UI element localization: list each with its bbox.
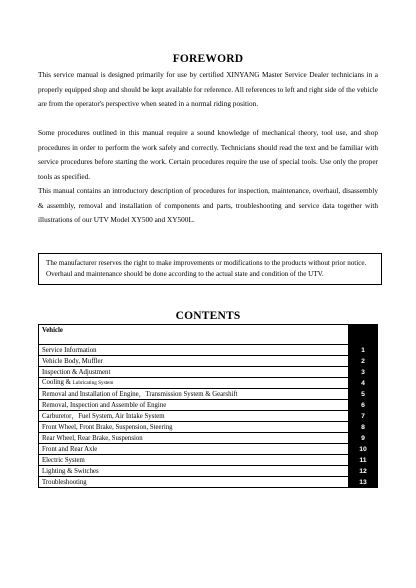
contents-row[interactable] [39,378,378,389]
contents-item-label[interactable] [39,477,349,488]
foreword-paragraph-2: Some procedures outlined in this manual require a sound knowledge of mechanical theory, tool use, and shop procedures in order to perform the work safely and correctly. Technicians should read the text and be familiar with service procedures before starting the work. Certain procedures require the use of special tools. Use only the proper tools as specified. [38,128,378,181]
contents-item-text: Rear Wheel, Rear Brake, Suspension [42,434,143,442]
contents-row[interactable] [39,356,378,367]
contents-item-label[interactable] [39,422,349,433]
contents-row[interactable] [39,477,378,488]
contents-item-label[interactable] [39,455,349,466]
contents-item-text: Carburetor，Fuel System, Air Intake System [42,412,165,420]
contents-item-text: Service Information [42,346,97,354]
contents-item-text: Cooling & [42,379,73,386]
contents-row[interactable] [39,367,378,378]
contents-item-label[interactable] [39,389,349,400]
contents-item-number[interactable]: 7 [349,411,378,422]
foreword-title: FOREWORD [172,53,244,65]
contents-item-text: Lighting & Switches [42,467,99,475]
contents-header-number-cell [349,325,378,345]
contents-item-number[interactable]: 8 [349,422,378,433]
contents-row[interactable] [39,422,378,433]
contents-item-label[interactable] [39,433,349,444]
contents-row[interactable] [39,444,378,455]
foreword-paragraph-3: This manual contains an introductory description of procedures for inspection, maintenance, overhaul, disassembly & assembly, removal and installation of components and parts, troubleshooting and service data together with illustrations of our UTV Model XY500 and XY500L. [38,186,378,225]
contents-item-number[interactable]: 4 [349,378,378,389]
contents-row[interactable] [39,411,378,422]
contents-item-number[interactable]: 6 [349,400,378,411]
contents-row[interactable] [39,400,378,411]
contents-item-label[interactable] [39,345,349,356]
contents-item-text: Vehicle Body, Muffler [42,357,103,365]
contents-item-label[interactable] [39,367,349,378]
contents-row[interactable] [39,389,378,400]
contents-item-number[interactable]: 2 [349,356,378,367]
notice-box: The manufacturer reserves the right to make improvements or modifications to the products without prior notice. Overhaul and maintenance should be done according to the actual state and condition of the UTV. [38,253,382,285]
contents-item-number[interactable]: 1 [349,345,378,356]
contents-item-number[interactable]: 3 [349,367,378,378]
foreword-paragraph-1: This service manual is designed primarily for use by certified XINYANG Master Service Dealer technicians in a properly equipped shop and should be kept available for reference. All references to left and right side of the vehicle are from the operator's perspective when seated in a normal riding position. [38,70,378,109]
contents-item-text-small: Lubricating System [72,380,114,386]
contents-table [38,324,378,488]
contents-item-number[interactable]: 12 [349,466,378,477]
contents-item-text: Removal and Installation of Engine，Transmission System & Gearshift [42,390,238,398]
contents-item-label[interactable] [39,378,349,389]
contents-header-row [39,325,378,345]
contents-row[interactable] [39,433,378,444]
contents-title: CONTENTS [175,310,241,322]
contents-row[interactable] [39,345,378,356]
contents-item-text: Troubleshooting [42,478,87,486]
contents-item-text: Removal, Inspection and Assemble of Engine [42,401,167,409]
contents-item-label[interactable] [39,444,349,455]
contents-item-number[interactable]: 10 [349,444,378,455]
contents-item-number[interactable]: 5 [349,389,378,400]
contents-row[interactable] [39,455,378,466]
contents-item-number[interactable]: 9 [349,433,378,444]
contents-item-text: Front and Rear Axle [42,445,98,453]
contents-item-number[interactable]: 11 [349,455,378,466]
contents-item-label[interactable] [39,466,349,477]
contents-item-label[interactable] [39,400,349,411]
contents-item-label[interactable] [39,356,349,367]
contents-item-text: Electric System [42,456,85,464]
contents-item-text: Inspection & Adjustment [42,368,111,376]
contents-item-number[interactable]: 13 [349,477,378,488]
contents-item-label[interactable] [39,411,349,422]
contents-item-text: Front Wheel, Front Brake, Suspension, Steering [42,423,173,431]
contents-row[interactable] [39,466,378,477]
contents-header-label: Vehicle [39,325,349,345]
